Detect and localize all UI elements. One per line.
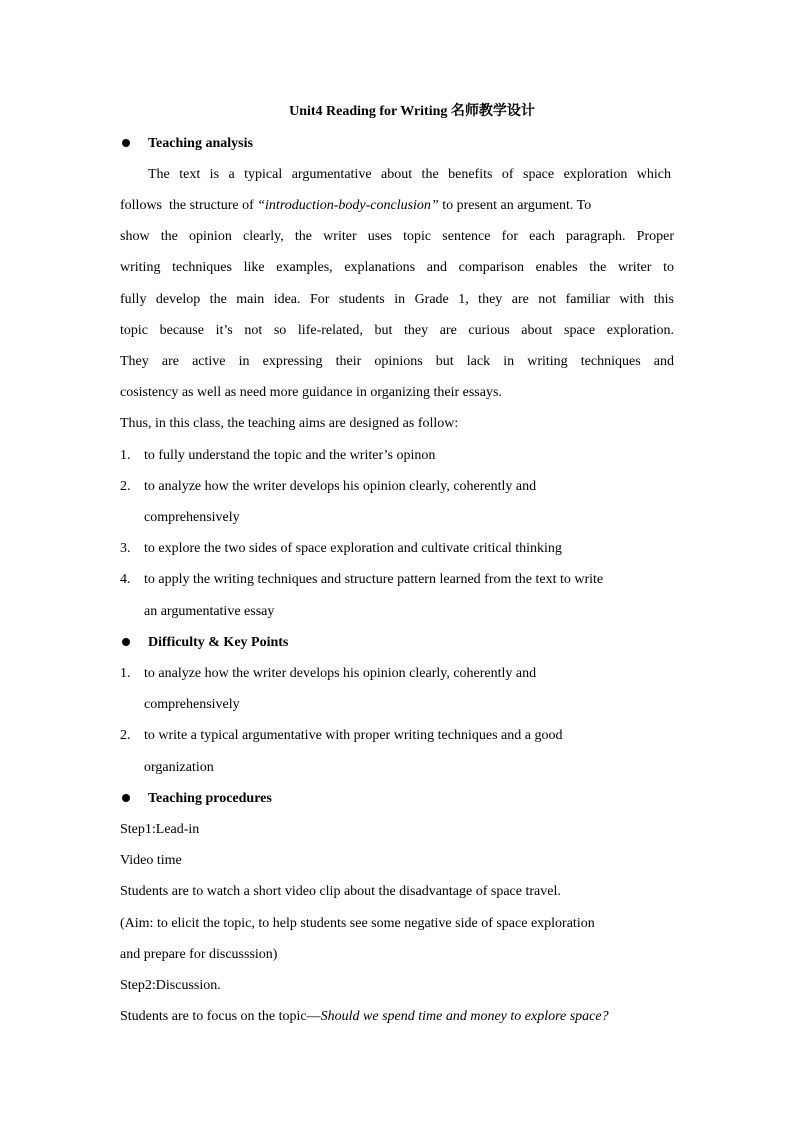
aims-intro: Thus, in this class, the teaching aims are designed as follow: — [120, 416, 459, 431]
section-heading-procedures: Teaching procedures — [148, 791, 272, 806]
list-number: 1. — [120, 448, 131, 463]
list-item: to analyze how the writer develops his opinion clearly, coherently and — [144, 666, 537, 681]
step-subheading: Video time — [120, 853, 182, 868]
aim-line: and prepare for discusssion) — [120, 947, 278, 962]
list-number: 3. — [120, 541, 131, 556]
bullet-icon — [122, 794, 130, 802]
list-number: 2. — [120, 728, 131, 743]
list-item: to apply the writing techniques and structure pattern learned from the text to write — [144, 572, 604, 587]
list-item: to write a typical argumentative with proper writing techniques and a good — [144, 728, 563, 743]
page-title: Unit4 Reading for Writing 名师教学设计 — [289, 104, 535, 119]
em-dash: — — [306, 1009, 321, 1024]
paragraph-line: fully develop the main idea. For students in Grade 1, they are not familiar with this — [120, 292, 674, 307]
paragraph-line: Students are to watch a short video clip about the disadvantage of space travel. — [120, 884, 561, 899]
paragraph-line: cosistency as well as need more guidance in organizing their essays. — [120, 385, 502, 400]
paragraph-text: follows — [120, 198, 162, 213]
bullet-icon — [122, 638, 130, 646]
focus-question: Should we spend time and money to explore space? — [320, 1009, 609, 1024]
list-item-continued: organization — [144, 760, 214, 775]
bullet-icon — [122, 139, 130, 147]
list-item: to analyze how the writer develops his opinion clearly, coherently and — [144, 479, 537, 494]
list-number: 4. — [120, 572, 131, 587]
paragraph-line — [120, 197, 591, 215]
step-label: Step1:Lead-in — [120, 822, 200, 837]
paragraph-text: to present an argument. To — [442, 198, 592, 213]
list-item-continued: comprehensively — [144, 697, 240, 712]
list-item-continued: comprehensively — [144, 510, 240, 525]
paragraph-line: The text is a typical argumentative about the benefits of space exploration which — [148, 167, 671, 182]
paragraph-line: writing techniques like examples, explanations and comparison enables the writer to — [120, 260, 674, 275]
section-heading-teaching-analysis: Teaching analysis — [148, 136, 253, 151]
list-item: to explore the two sides of space exploration and cultivate critical thinking — [144, 541, 562, 556]
focus-line — [120, 1008, 609, 1026]
paragraph-line: topic because it’s not so life-related, but they are curious about space exploration. — [120, 323, 674, 338]
paragraph-line: They are active in expressing their opinions but lack in writing techniques and — [120, 354, 674, 369]
aim-line: (Aim: to elicit the topic, to help students see some negative side of space exploration — [120, 916, 595, 931]
paragraph-text: the structure of — [169, 198, 254, 213]
list-item: to fully understand the topic and the writer’s opinon — [144, 448, 436, 463]
list-number: 1. — [120, 666, 131, 681]
step-label: Step2:Discussion. — [120, 978, 221, 993]
paragraph-line: show the opinion clearly, the writer uses topic sentence for each paragraph. Proper — [120, 229, 674, 244]
italic-term: “introduction-body-conclusion” — [257, 198, 439, 213]
section-heading-difficulty: Difficulty & Key Points — [148, 635, 289, 650]
list-number: 2. — [120, 479, 131, 494]
focus-text: Students are to focus on the topic — [120, 1009, 307, 1024]
list-item-continued: an argumentative essay — [144, 604, 275, 619]
